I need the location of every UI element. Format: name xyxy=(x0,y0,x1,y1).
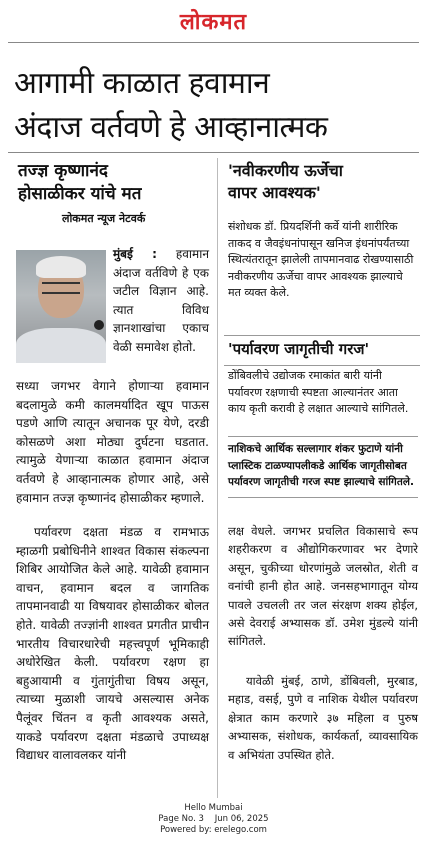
article-paragraph-1: सध्या जगभर वेगाने होणाऱ्या हवामान बदलामुळे कमी कालमर्यादित खूप पाऊस पडणे आणि त्यातून अचानक पूर येणे, दरडी कोसळणे अशा मोठ्या दुर्घटना घडतात. त्यामुळे येणाऱ्या काळात हवामान अंदाज वर्तवणे हे आव्हानात्मक होणार आहे, असे हवामान तज्ज्ञ कृष्णानंद होसाळीकर म्हणाले. xyxy=(16,379,209,505)
footer-edition: Hello Mumbai xyxy=(184,803,243,813)
right-subheading-1-line-2: वापर आवश्यक' xyxy=(228,183,321,202)
right-paragraph-1: संशोधक डॉ. प्रियदर्शिनी कर्वे यांनी शारीरिक ताकद व जैवइंधनांपासून खनिज इंधनांपर्यंतच्या स्थित्यंतरातून झालेली तापमानवाढ रोखण्यासाठी नवीकरणीय ऊर्जेचा वापर आवश्यक झाल्याचे मत व्यक्त केले. xyxy=(228,220,414,299)
newspaper-logo: लोकमत xyxy=(179,9,248,35)
footer-date: Jun 06, 2025 xyxy=(214,814,269,824)
headline-line-1: आगामी काळात हवामान xyxy=(14,66,270,101)
right-paragraph-4: यावेळी मुंबई, ठाणे, डोंबिवली, मुरबाड, महाड, वसई, पुणे व नाशिक येथील पर्यावरण क्षेत्रात काम करणारे ३७ महिला व पुरुष अभ्यासक, संशोधक, कार्यकर्ता, व्यावसायिक व अभियंता उपस्थित होते. xyxy=(228,674,418,762)
portrait-photo xyxy=(16,250,106,363)
footer-page-date xyxy=(0,814,427,825)
article-intro-text: हवामान अंदाज वर्तविणे हे एक जटील विज्ञान आहे. त्यात विविध ज्ञानशाखांचा एकाच वेळी समावेश होतो. xyxy=(113,247,209,354)
article-paragraph-2: पर्यावरण दक्षता मंडळ व रामभाऊ म्हाळगी प्रबोधिनीने शाश्वत विकास संकल्पना शिबिर आयोजित केले आहे. यावेळी हवामान वाचन, हवामान बदल व जागतिक तापमानवाढी या विषयावर होसाळीकर बोलत होते. यावेळी तज्ज्ञांनी शाश्वत प्रगतीत प्राचीन भारतीय विचारधारेची महत्त्वपूर्ण भूमिकाही अधोरेखित केली. पर्यावरण रक्षण हा बहुआयामी व गुंतागुंतीचा विषय असून, त्याच्या मुळाशी जायचे असल्यास अनेक पैलूंवर चिंतन व कृती आवश्यक असते, याकडे पर्यावरण दक्षता मंडळाचे उपाध्यक्ष विद्याधर वालावलकर यांनी xyxy=(16,525,209,763)
footer-page: Page No. 3 xyxy=(158,814,204,824)
headline xyxy=(14,62,414,150)
column-divider xyxy=(217,158,218,798)
article-intro-wrap xyxy=(113,245,209,357)
masthead-divider xyxy=(8,42,419,43)
right-paragraph-2: डोंबिवलीचे उद्योजक रमाकांत बारी यांनी पर्यावरण रक्षणाची स्पष्टता आल्यानंतर आता काय कृती करावी हे लक्षात आल्याचे सांगितले. xyxy=(228,369,409,415)
right-paragraph-3: लक्ष वेधले. जगभर प्रचलित विकासाचे रूप शहरीकरण व औद्योगिकरणावर भर देणारे असून, चुकीच्या धोरणांमुळे जलस्रोत, शेती व वनांची हानी होत आहे. जनसहभागातून योग्य पावले उचलली तर जल संरक्षण शक्य होईल, असे देवराई अभ्यासक डॉ. उमेश मुंडल्ये यांनी सांगितले. xyxy=(228,524,418,649)
headline-divider xyxy=(8,152,419,153)
dateline: मुंबई : xyxy=(113,247,157,261)
footer xyxy=(0,803,427,836)
right-subheading-1-line-1: 'नवीकरणीय ऊर्जेचा xyxy=(228,161,343,180)
right-subheading-2: 'पर्यावरण जागृतीची गरज' xyxy=(224,335,420,366)
byline: लोकमत न्यूज नेटवर्क xyxy=(62,212,146,225)
highlight-box: नाशिकचे आर्थिक सल्लागार शंकर फुटाणे यांनी प्लास्टिक टाळण्यापलीकडे आर्थिक जागृतीसोबत पर्यावरण जागृतीची गरज स्पष्ट झाल्याचे सांगितले. xyxy=(228,436,418,498)
subheadline xyxy=(18,160,218,206)
footer-powered-by[interactable]: Powered by: erelego.com xyxy=(160,825,267,835)
right-subheading-1 xyxy=(228,160,418,204)
subheadline-line-2: होसाळीकर यांचे मत xyxy=(18,184,142,204)
subheadline-line-1: तज्ज्ञ कृष्णानंद xyxy=(18,161,108,181)
headline-line-2: अंदाज वर्तवणे हे आव्हानात्मक xyxy=(14,110,328,145)
